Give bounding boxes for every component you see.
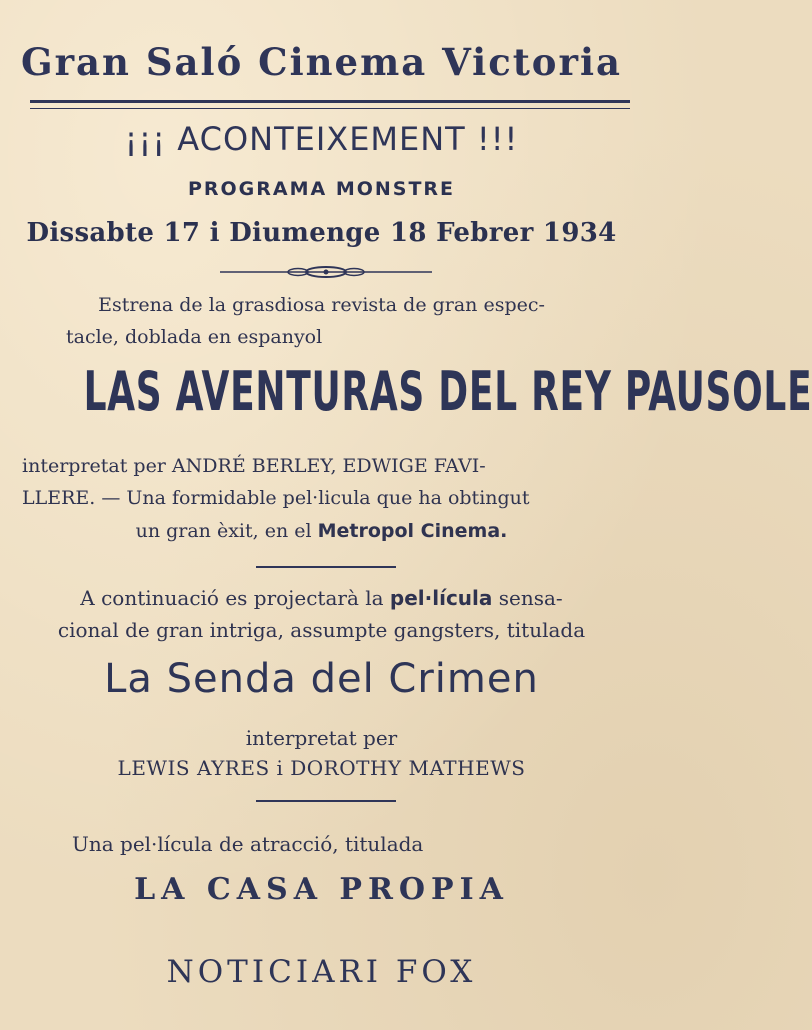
feature1-success-prefix: un gran èxit, en el [135,520,318,542]
feature1-success-venue: Metropol Cinema. [317,520,508,542]
feature3-intro: Una pel·lícula de atracció, titulada [72,832,424,856]
feature2-title: La Senda del Crimen [104,656,539,702]
feature1-title: LAS AVENTURAS DEL REY PAUSOLE [83,360,812,423]
newsreel-title: NOTICIARI FOX [166,954,477,990]
program-label: PROGRAMA MONSTRE [187,178,456,200]
feature1-success-line [0,520,643,542]
feature3-title: LA CASA PROPIA [134,872,509,907]
feature1-intro-line1: Estrena de la grasdiosa revista de gran espec- [98,294,545,316]
feature2-cast-label: interpretat per [245,726,398,750]
feature2-cast-names: LEWIS AYRES i DOROTHY MATHEWS [117,756,526,780]
divider-rule-1 [256,566,396,568]
feature2-intro-part-b: pel·lícula [389,586,493,610]
feature1-cast-line2: LLERE. — Una formidable pel·licula que ha obtingut [22,487,530,509]
divider-rule-2 [256,800,396,802]
feature1-intro-line2: tacle, doblada en espanyol [66,326,323,348]
cinema-name: Gran Saló Cinema Victoria [20,40,623,84]
feature2-intro-part-c: sensa- [492,586,563,610]
ornament-divider-icon [220,262,432,282]
feature2-intro-line2: cional de gran intriga, assumpte gangsters, titulada [57,618,586,642]
event-heading: ¡¡¡ ACONTEIXEMENT !!! [124,120,519,158]
feature1-cast-line1: interpretat per ANDRÉ BERLEY, EDWIGE FAVI- [22,455,486,477]
header-double-rule [30,100,630,109]
feature2-intro-line1 [0,586,643,610]
date-line: Dissabte 17 i Diumenge 18 Febrer 1934 [26,218,617,248]
feature2-intro-part-a: A continuació es projectarà la [80,586,390,610]
